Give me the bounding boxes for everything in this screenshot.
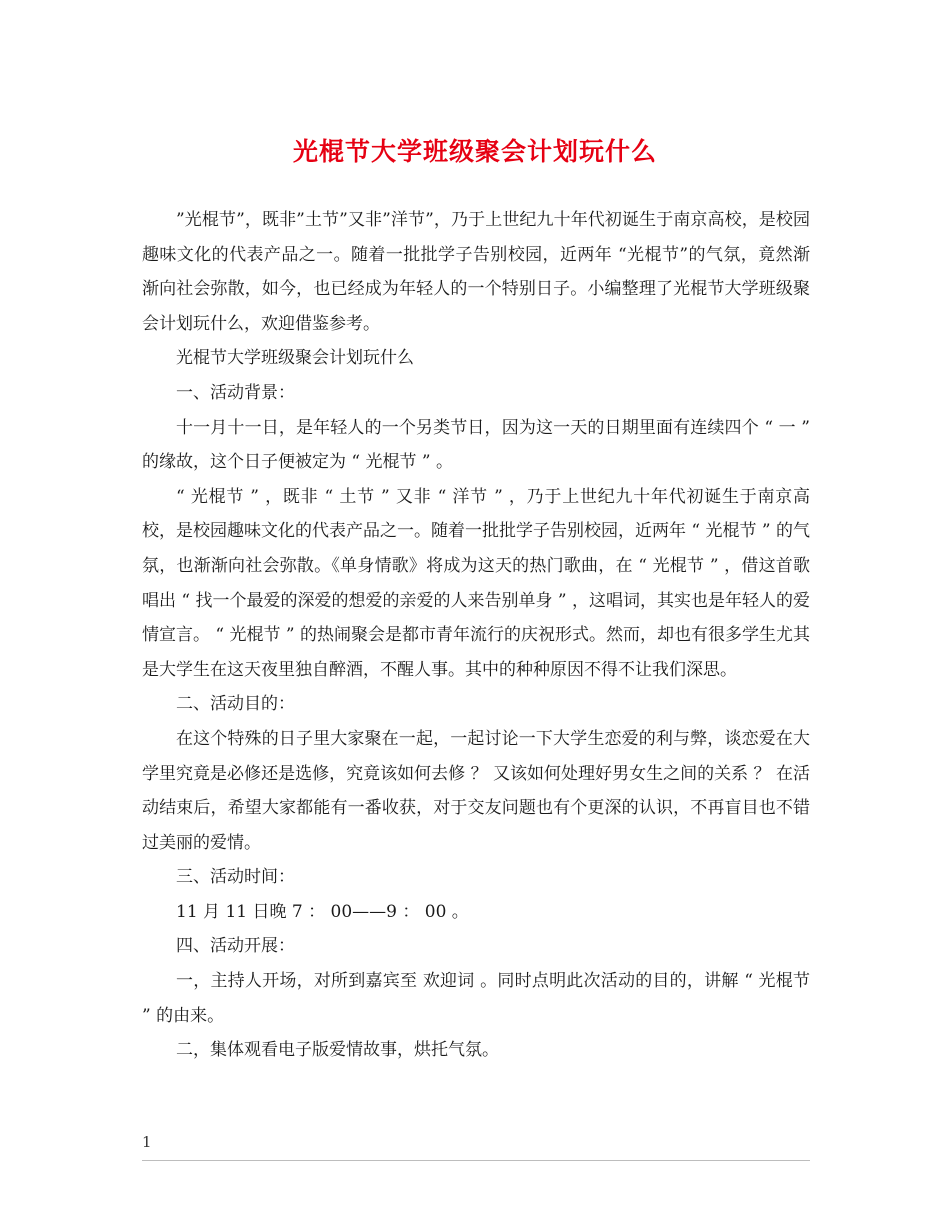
section-heading-background: 一、活动背景： (176, 382, 295, 403)
section-heading-activities: 四、活动开展： (176, 936, 295, 957)
purpose-paragraph: 在这个特殊的日子里大家聚在一起，一起讨论一下大学生恋爱的利与弊，谈恋爱在大学里究竟是必修还是选修，究竟该如何去修 ？ 又该如何处理好男女生之间的关系 ？ 在活动结束后，希望大家都能有一番收获，对于交友问题也有个更深的认识，不再盲目也不错过美丽的爱情。 (142, 728, 810, 853)
document-body (142, 203, 810, 1068)
section-heading-purpose: 二、活动目的： (176, 694, 295, 715)
background-paragraph-2: “ 光棍节 ” ，既非 “ 土节 ” 又非 “ 洋节 ” ，乃于上世纪九十年代初诞生于南京高校，是校园趣味文化的代表产品之一。随着一批批学子告别校园，近两年 “ 光棍节 ” 的气氛，也渐渐向社会弥散。《单身情歌》将成为这天的热门歌曲，在 “ 光棍节 ” ，借这首歌唱出 “ 找一个最爱的深爱的想爱的亲爱的人来告别单身 ” ，这唱词，其实也是年轻人的爱情宣言。 “ 光棍节 ” 的热闹聚会是都市青年流行的庆祝形式。然而，却也有很多学生尤其是大学生在这天夜里独自醉酒，不醒人事。其中的种种原因不得不让我们深思。 (142, 486, 810, 680)
subtitle-line: 光棍节大学班级聚会计划玩什么 (176, 348, 414, 369)
background-paragraph-1: 十一月十一日，是年轻人的一个另类节日，因为这一天的日期里面有连续四个 “ 一 ” 的缘故，这个日子便被定为 “ 光棍节 ” 。 (142, 417, 810, 473)
page-title: 光棍节大学班级聚会计划玩什么 (292, 137, 657, 166)
intro-paragraph: ”光棍节”，既非”土节”又非”洋节”，乃于上世纪九十年代初诞生于南京高校，是校园趣味文化的代表产品之一。随着一批批学子告别校园，近两年 “光棍节”的气氛，竟然渐渐向社会弥散，如今，也已经成为年轻人的一个特别日子。小编整理了光棍节大学班级聚会计划玩什么，欢迎借鉴参考。 (142, 210, 810, 334)
activity-item-1: 一，主持人开场，对所到嘉宾至 欢迎词 。同时点明此次活动的目的，讲解 “ 光棍节 ” 的由来。 (142, 971, 810, 1026)
section-heading-time: 三、活动时间： (176, 867, 295, 888)
activity-item-2: 二，集体观看电子版爱情故事，烘托气氛。 (176, 1040, 499, 1061)
time-paragraph: 11 月 11 日晚 7 ： 00——9 ： 00 。 (176, 901, 469, 922)
footer-divider (142, 1160, 810, 1161)
page-number: 1 (142, 1133, 152, 1151)
